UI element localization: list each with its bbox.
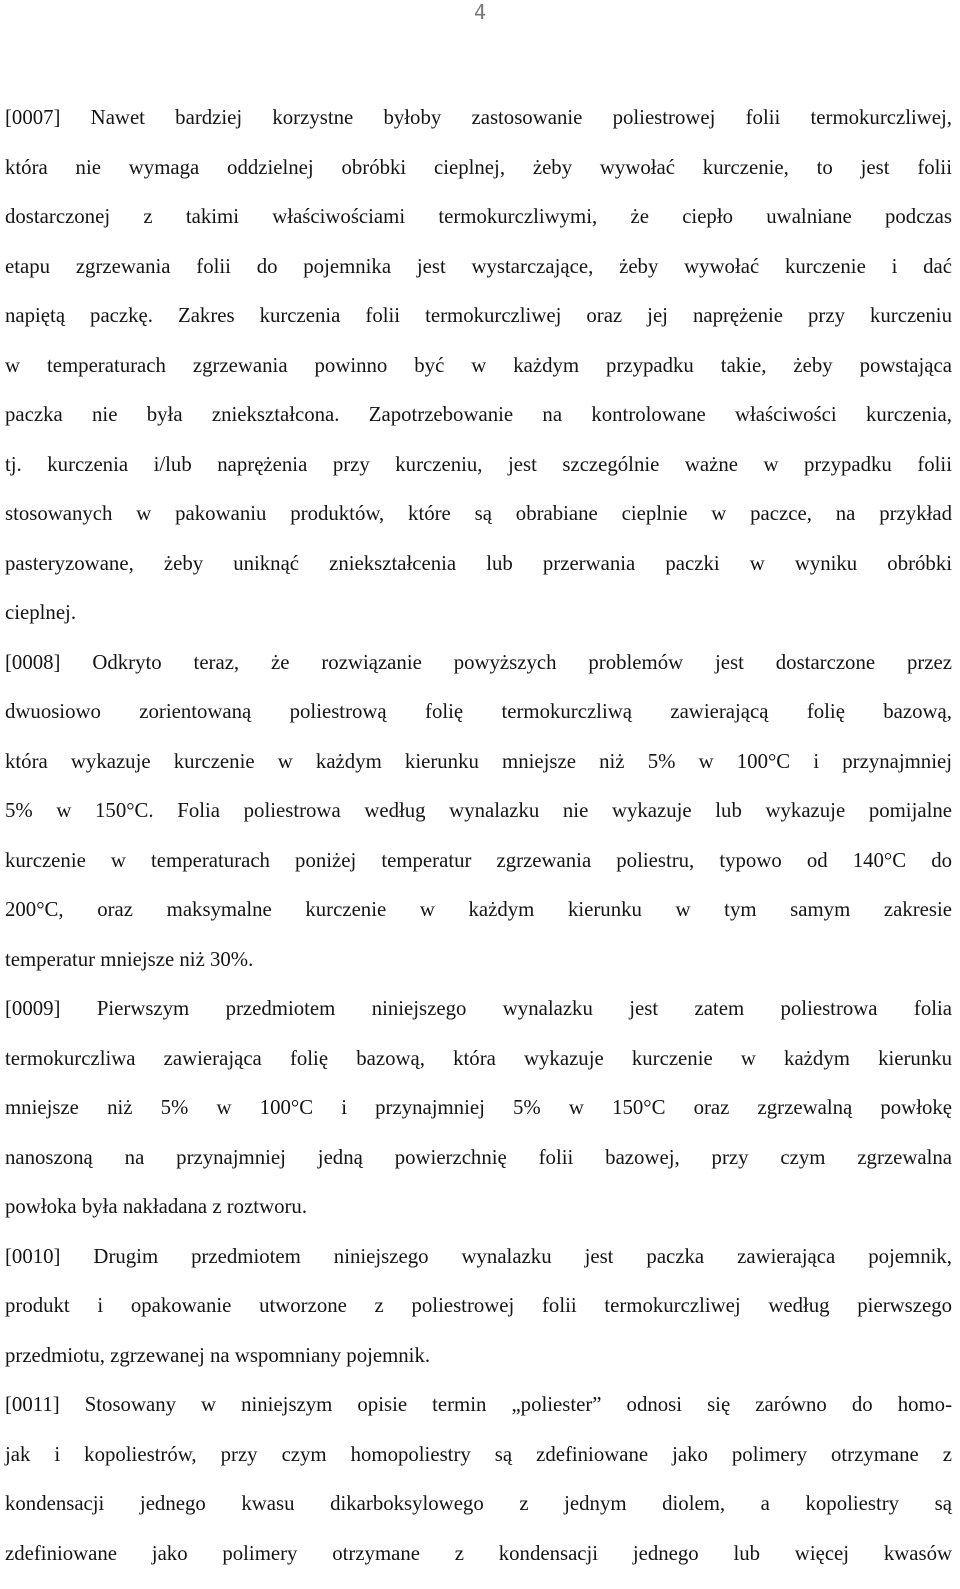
text-line: która wykazuje kurczenie w każdym kierunku mniejsze niż 5% w 100°C i przynajmniej <box>5 749 952 773</box>
text-line: [0009] Pierwszym przedmiotem niniejszego wynalazku jest zatem poliestrowa folia <box>5 997 952 1020</box>
text-line: nanoszoną na przynajmniej jedną powierzchnię folii bazowej, przy czym zgrzewalna <box>5 1145 952 1169</box>
paragraph-0009 <box>5 984 952 1232</box>
text-line: produkt i opakowanie utworzone z poliestrowej folii termokurczliwej według pierwszego <box>5 1294 952 1317</box>
text-line: [0008] Odkryto teraz, że rozwiązanie powyższych problemów jest dostarczone przez <box>5 650 952 674</box>
text-line: kondensacji jednego kwasu dikarboksylowego z jednym diolem, a kopoliestry są <box>5 1492 952 1515</box>
text-line: etapu zgrzewania folii do pojemnika jest wystarczające, żeby wywołać kurczenie i dać <box>5 254 952 278</box>
paragraph-0010 <box>5 1232 952 1381</box>
text-line: zdefiniowane jako polimery otrzymane z kondensacji jednego lub więcej kwasów <box>5 1541 952 1565</box>
text-line: paczka nie była zniekształcona. Zapotrzebowanie na kontrolowane właściwości kurczenia, <box>5 403 952 426</box>
page-number: 4 <box>473 0 487 24</box>
text-line: dostarczonej z takimi właściwościami termokurczliwymi, że ciepło uwalniane podczas <box>5 205 952 228</box>
paragraph-0007 <box>5 93 952 638</box>
text-line: 200°C, oraz maksymalne kurczenie w każdym kierunku w tym samym zakresie <box>5 898 952 921</box>
text-line: napiętą paczkę. Zakres kurczenia folii termokurczliwej oraz jej naprężenie przy kurczeniu <box>5 304 952 327</box>
text-line: pasteryzowane, żeby uniknąć zniekształcenia lub przerwania paczki w wyniku obróbki <box>5 551 952 575</box>
text-line: termokurczliwa zawierająca folię bazową, która wykazuje kurczenie w każdym kierunku <box>5 1046 952 1070</box>
text-line: jak i kopoliestrów, przy czym homopoliestry są zdefiniowane jako polimery otrzymane z <box>5 1442 952 1466</box>
text-line: cieplnej. <box>5 601 77 624</box>
text-line: 5% w 150°C. Folia poliestrowa według wynalazku nie wykazuje lub wykazuje pomijalne <box>5 799 952 822</box>
text-line: która nie wymaga oddzielnej obróbki cieplnej, żeby wywołać kurczenie, to jest folii <box>5 155 952 179</box>
text-line: dwuosiowo zorientowaną poliestrową folię termokurczliwą zawierającą folię bazową, <box>5 700 952 723</box>
text-line: przedmiotu, zgrzewanej na wspomniany pojemnik. <box>5 1343 431 1367</box>
text-line: tj. kurczenia i/lub naprężenia przy kurczeniu, jest szczególnie ważne w przypadku folii <box>5 452 952 476</box>
text-line: kurczenie w temperaturach poniżej temperatur zgrzewania poliestru, typowo od 140°C do <box>5 848 952 872</box>
text-line: w temperaturach zgrzewania powinno być w każdym przypadku takie, żeby powstająca <box>5 353 952 377</box>
paragraph-0011 <box>5 1380 952 1578</box>
text-line: [0011] Stosowany w niniejszym opisie termin „poliester” odnosi się zarówno do homo- <box>5 1393 952 1416</box>
text-line: stosowanych w pakowaniu produktów, które są obrabiane cieplnie w paczce, na przykład <box>5 502 952 525</box>
text-line: temperatur mniejsze niż 30%. <box>5 947 254 971</box>
text-line: [0010] Drugim przedmiotem niniejszego wynalazku jest paczka zawierająca pojemnik, <box>5 1244 952 1268</box>
paragraph-0008 <box>5 638 952 985</box>
text-line: [0007] Nawet bardziej korzystne byłoby zastosowanie poliestrowej folii termokurczliwej, <box>5 106 952 129</box>
text-line: mniejsze niż 5% w 100°C i przynajmniej 5% w 150°C oraz zgrzewalną powłokę <box>5 1096 952 1119</box>
text-line: powłoka była nakładana z roztworu. <box>5 1195 308 1218</box>
document-body <box>5 93 952 1578</box>
